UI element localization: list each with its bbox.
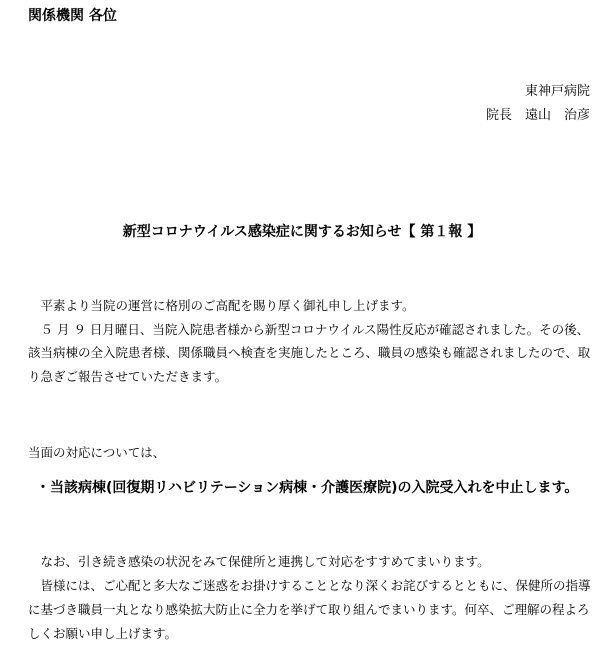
closing-paragraph-1: なお、引き続き感染の状況をみて保健所と連携して対応をすすめてまいります。 [40,554,490,569]
director-name: 院長 遠山 治彦 [485,108,590,123]
report-paragraph: ５ 月 ９ 日月曜日、当院入院患者様から新型コロナウイルス陽性反応が確認されました。その後、該当病棟の全入院患者様、関係職員へ検査を実施したところ、職員の感染も確認されましたので、取り急ぎご報告させていただきます。 [28,321,591,384]
closing-body [28,550,594,646]
response-intro: 当面の対応については、 [28,445,166,460]
announcement-body [28,294,594,388]
hospital-name: 東神戸病院 [524,84,590,99]
greeting-paragraph: 平素より当院の運営に格別のご高配を賜り厚く御礼申し上げます。 [40,298,415,313]
addressee: 関係機関 各位 [28,8,117,24]
sender-block [486,80,590,128]
document-title: 新型コロナウイルス感染症に関するお知らせ【 第１報 】 [122,224,482,240]
admission-suspension-notice: ・当該病棟(回復期リハビリテーション病棟・介護医療院)の入院受入れを中止します。 [36,480,579,496]
closing-paragraph-2: 皆様には、ご心配と多大なご迷惑をお掛けすることとなり深くお詫びするとともに、保健所の指導に基づき職員一丸となり感染拡大防止に全力を挙げて取り組んでまいります。何卒、ご理解の程よろしくお願い申し上げます。 [28,578,591,641]
